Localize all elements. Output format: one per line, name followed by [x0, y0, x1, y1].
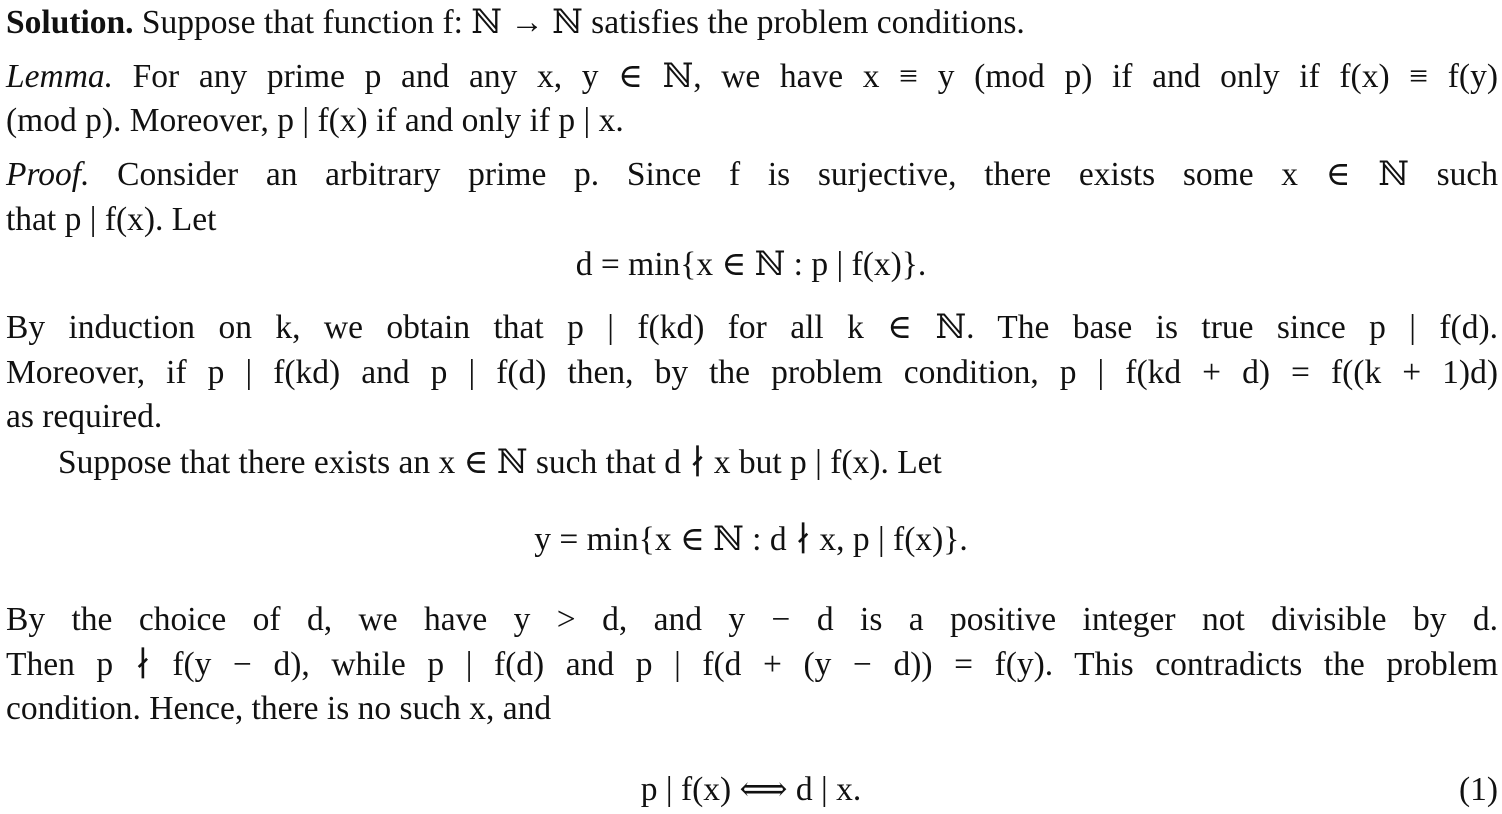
induction-line-3: as required. — [6, 398, 163, 435]
solution-line: Solution. Suppose that function f: ℕ → ℕ satisfies the problem conditions. — [6, 4, 1025, 41]
display-equation-y: y = min{x ∈ ℕ : d ∤ x, p | f(x)}. — [534, 521, 968, 558]
proof-heading: Proof. — [6, 156, 90, 193]
choice-line-3: condition. Hence, there is no such x, and — [6, 690, 552, 727]
lemma-line-2: (mod p). Moreover, p | f(x) if and only if p | x. — [6, 102, 624, 139]
choice-line-1: By the choice of d, we have y > d, and y − d is a positive integer not divisible by d. — [6, 601, 1498, 638]
display-equation-d: d = min{x ∈ ℕ : p | f(x)}. — [575, 246, 927, 283]
induction-line-2: Moreover, if p | f(kd) and p | f(d) then, by the problem condition, p | f(kd + d) = f((k + 1)d) — [6, 354, 1498, 391]
proof-line-1: Proof. Consider an arbitrary prime p. Since f is surjective, there exists some x ∈ ℕ such — [6, 156, 1498, 193]
solution-heading: Solution. — [6, 4, 134, 41]
display-equation-1: p | f(x) ⟺ d | x. — [640, 771, 862, 808]
induction-line-1: By induction on k, we obtain that p | f(kd) for all k ∈ ℕ. The base is true since p | f(d). — [6, 309, 1498, 346]
lemma-line-1: Lemma. For any prime p and any x, y ∈ ℕ, we have x ≡ y (mod p) if and only if f(x) ≡ f(y) — [6, 58, 1498, 95]
equation-number: (1) — [1458, 771, 1498, 808]
choice-line-2: Then p ∤ f(y − d), while p | f(d) and p | f(d + (y − d)) = f(y). This contradicts the problem — [6, 646, 1498, 683]
suppose-line: Suppose that there exists an x ∈ ℕ such that d ∤ x but p | f(x). Let — [58, 444, 942, 481]
proof-line-2: that p | f(x). Let — [6, 201, 217, 238]
lemma-heading: Lemma. — [6, 58, 114, 95]
